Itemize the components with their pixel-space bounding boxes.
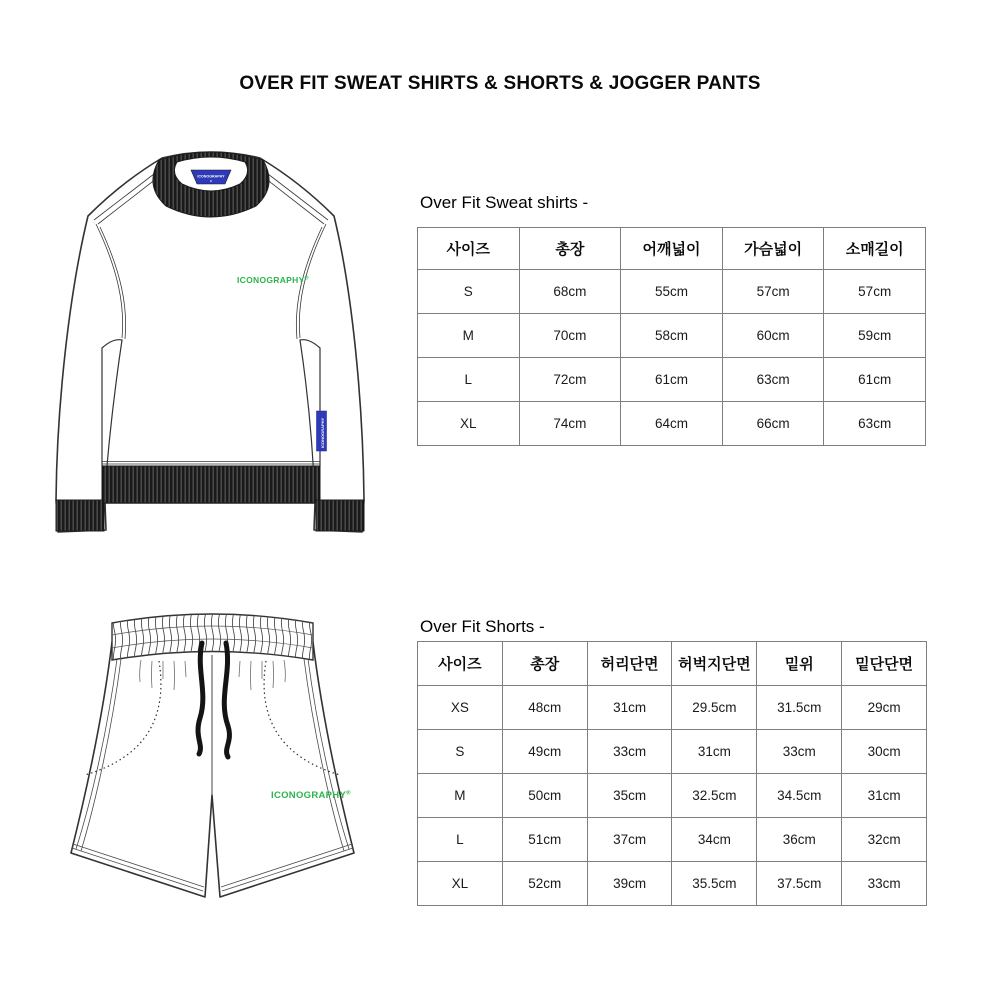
- column-header: 가슴넓이: [722, 228, 824, 270]
- measurement-cell: 50cm: [502, 774, 587, 818]
- sweatshirts-table-head: [418, 228, 926, 270]
- sweatshirts-size-table: [417, 227, 926, 446]
- measurement-cell: 37cm: [587, 818, 672, 862]
- measurement-cell: 39cm: [587, 862, 672, 906]
- rib-cuff-left: [56, 500, 104, 531]
- measurement-cell: 31cm: [587, 686, 672, 730]
- measurement-cell: 52cm: [502, 862, 587, 906]
- measurement-cell: 33cm: [757, 730, 842, 774]
- size-row-l: [418, 818, 927, 862]
- sweatshirt-flat-sketch: [40, 140, 400, 550]
- size-label: XS: [418, 686, 503, 730]
- shorts-table-head: [418, 642, 927, 686]
- measurement-cell: 57cm: [722, 270, 824, 314]
- size-row-s: [418, 270, 926, 314]
- shorts-table-body: [418, 686, 927, 906]
- column-header: 총장: [519, 228, 621, 270]
- measurement-cell: 30cm: [842, 730, 927, 774]
- measurement-cell: 49cm: [502, 730, 587, 774]
- leg-logo-reg: ®: [346, 790, 351, 797]
- size-row-xs: [418, 686, 927, 730]
- measurement-cell: 36cm: [757, 818, 842, 862]
- measurement-cell: 64cm: [621, 402, 723, 446]
- measurement-cell: 74cm: [519, 402, 621, 446]
- measurement-cell: 59cm: [824, 314, 926, 358]
- sweatshirt-illustration: [40, 140, 400, 550]
- measurement-cell: 35.5cm: [672, 862, 757, 906]
- measurement-cell: 29.5cm: [672, 686, 757, 730]
- size-label: L: [418, 818, 503, 862]
- size-label: S: [418, 270, 520, 314]
- sweatshirts-table-body: [418, 270, 926, 446]
- column-header: 사이즈: [418, 228, 520, 270]
- measurement-cell: 34.5cm: [757, 774, 842, 818]
- size-row-l: [418, 358, 926, 402]
- measurement-cell: 61cm: [621, 358, 723, 402]
- measurement-cell: 58cm: [621, 314, 723, 358]
- measurement-cell: 34cm: [672, 818, 757, 862]
- size-label: XL: [418, 862, 503, 906]
- size-row-xl: [418, 402, 926, 446]
- leg-logo: [271, 790, 351, 802]
- measurement-cell: 66cm: [722, 402, 824, 446]
- column-header: 소매길이: [824, 228, 926, 270]
- column-header: 허리단면: [587, 642, 672, 686]
- shorts-heading: Over Fit Shorts -: [420, 617, 545, 636]
- size-row-xl: [418, 862, 927, 906]
- column-header: 밑위: [757, 642, 842, 686]
- measurement-cell: 68cm: [519, 270, 621, 314]
- measurement-cell: 32.5cm: [672, 774, 757, 818]
- column-header: 어깨넓이: [621, 228, 723, 270]
- header-row: [418, 642, 927, 686]
- rib-cuff-right: [316, 500, 364, 531]
- shorts-flat-sketch: [55, 597, 395, 917]
- size-label: M: [418, 774, 503, 818]
- column-header: 총장: [502, 642, 587, 686]
- measurement-cell: 60cm: [722, 314, 824, 358]
- leg-logo-word: ICONOGRAPHY: [271, 790, 347, 801]
- measurement-cell: 33cm: [842, 862, 927, 906]
- size-label: L: [418, 358, 520, 402]
- shorts-illustration: [55, 597, 395, 917]
- shorts-size-table: [417, 641, 927, 906]
- size-label: M: [418, 314, 520, 358]
- measurement-cell: 31cm: [672, 730, 757, 774]
- measurement-cell: 63cm: [824, 402, 926, 446]
- size-row-m: [418, 774, 927, 818]
- column-header: 밑단단면: [842, 642, 927, 686]
- rib-hem-band: [102, 466, 320, 503]
- measurement-cell: 61cm: [824, 358, 926, 402]
- collar-label-dot: [210, 180, 212, 182]
- measurement-cell: 55cm: [621, 270, 723, 314]
- measurement-cell: 57cm: [824, 270, 926, 314]
- measurement-cell: 31cm: [842, 774, 927, 818]
- chest-logo-word: ICONOGRAPHY: [237, 275, 305, 285]
- column-header: 허벅지단면: [672, 642, 757, 686]
- measurement-cell: 51cm: [502, 818, 587, 862]
- side-tag-text: ICONOGRAPHY: [320, 417, 325, 448]
- sweatshirts-heading: Over Fit Sweat shirts -: [420, 193, 589, 212]
- collar-label-text: ICONOGRAPHY: [197, 174, 225, 179]
- measurement-cell: 63cm: [722, 358, 824, 402]
- size-label: S: [418, 730, 503, 774]
- header-row: [418, 228, 926, 270]
- chest-logo-reg: ®: [304, 275, 309, 282]
- measurement-cell: 72cm: [519, 358, 621, 402]
- measurement-cell: 33cm: [587, 730, 672, 774]
- chest-logo: [237, 275, 309, 286]
- measurement-cell: 70cm: [519, 314, 621, 358]
- page-title: OVER FIT SWEAT SHIRTS & SHORTS & JOGGER PANTS: [239, 73, 761, 94]
- measurement-cell: 48cm: [502, 686, 587, 730]
- measurement-cell: 37.5cm: [757, 862, 842, 906]
- measurement-cell: 32cm: [842, 818, 927, 862]
- measurement-cell: 29cm: [842, 686, 927, 730]
- column-header: 사이즈: [418, 642, 503, 686]
- size-row-m: [418, 314, 926, 358]
- size-label: XL: [418, 402, 520, 446]
- measurement-cell: 31.5cm: [757, 686, 842, 730]
- size-row-s: [418, 730, 927, 774]
- measurement-cell: 35cm: [587, 774, 672, 818]
